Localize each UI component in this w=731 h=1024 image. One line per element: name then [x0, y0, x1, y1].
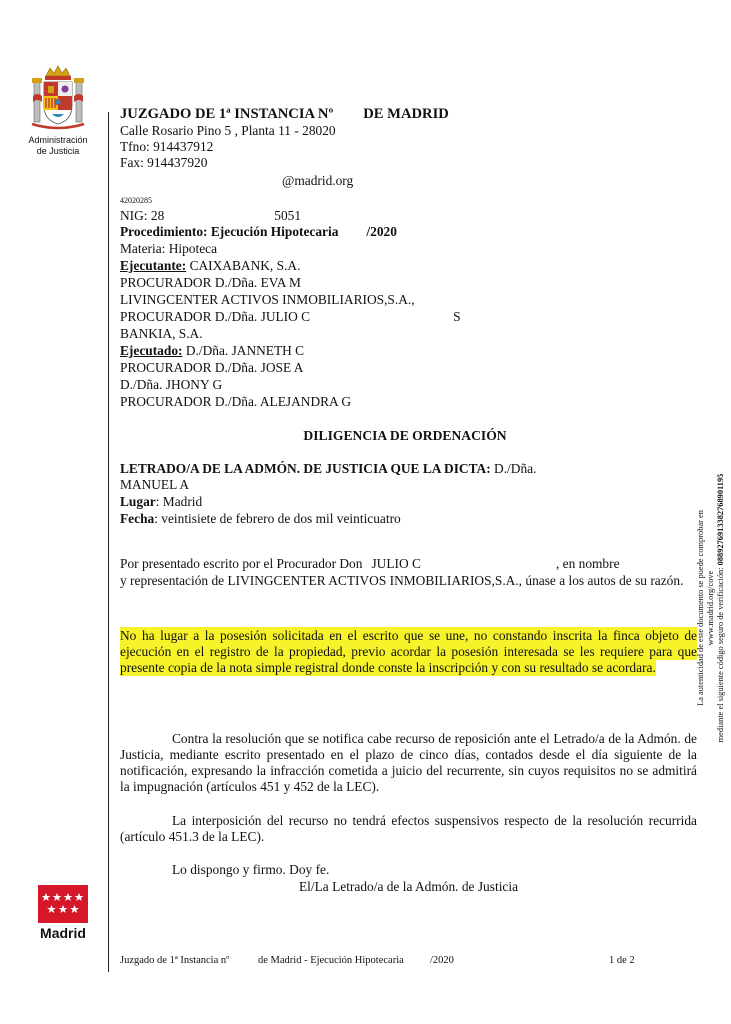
document-title: DILIGENCIA DE ORDENACIÓN: [303, 428, 507, 443]
procurador-2: PROCURADOR D./Dña. JULIO C S: [120, 309, 461, 324]
party-3: BANKIA, S.A.: [120, 326, 203, 341]
paragraph-4: La interposición del recurso no tendrá efectos suspensivos respecto de la resolución recurrida (artículo 451.3 de la LEC).: [120, 813, 697, 844]
footer-page-number: 1 de 2: [609, 955, 635, 966]
party-4: D./Dña. JHONY G: [120, 377, 223, 392]
fecha-line: Fecha: veintisiete de febrero de dos mil veinticuatro: [120, 511, 401, 526]
court-title: JUZGADO DE 1ª INSTANCIA Nº DE MADRID: [120, 106, 449, 122]
court-code: 42020285: [120, 196, 152, 205]
paragraph-5: Lo dispongo y firmo. Doy fe.: [172, 862, 330, 877]
paragraph-3: Contra la resolución que se notifica cabe recurso de reposición ante el Letrado/a de la Admón. de Justicia, mediante escrito presentado en el plazo de cinco días, contados desde el día siguiente de la notificación, expresando la infracción cometida a juicio del recurrente, sin cuyos requisitos no se admitirá la impugnación (artículos 451 y 452 de la LEC).: [120, 731, 697, 794]
executor-line: Ejecutante: CAIXABANK, S.A.: [120, 258, 301, 273]
letrado-name: MANUEL A: [120, 477, 190, 492]
court-fax: Fax: 914437920: [120, 155, 208, 170]
footer-year: /2020: [430, 955, 454, 966]
nig-line: NIG: 28 5051: [120, 208, 302, 223]
paragraph-1-rest: y representación de LIVINGCENTER ACTIVOS INMOBILIARIOS,S.A., únase a los autos de su razón.: [120, 573, 684, 588]
lugar-line: Lugar: Madrid: [120, 494, 203, 509]
admin-label: Administración de Justicia: [28, 135, 88, 156]
procurador-1: PROCURADOR D./Dña. EVA M: [120, 275, 301, 290]
procurador-4: PROCURADOR D./Dña. ALEJANDRA G: [120, 394, 352, 409]
procedure-line: Procedimiento: Ejecución Hipotecaria /2020: [120, 224, 397, 239]
left-margin-line: [108, 112, 109, 972]
madrid-label: Madrid: [40, 925, 86, 941]
madrid-flag-logo: [38, 885, 88, 923]
footer-court: Juzgado de 1ª Instancia nº: [120, 955, 230, 966]
court-address: Calle Rosario Pino 5 , Planta 11 - 28020: [120, 123, 336, 138]
coat-of-arms-logo: [30, 62, 86, 134]
paragraph-1-line1: Por presentado escrito por el Procurador Don JULIO C , en nombre: [120, 556, 620, 571]
court-email: @madrid.org: [282, 173, 354, 188]
letrado-line: LETRADO/A DE LA ADMÓN. DE JUSTICIA QUE LA DICTA: D./Dña.: [120, 461, 537, 476]
matter-line: Materia: Hipoteca: [120, 241, 218, 256]
paragraph-highlighted: No ha lugar a la posesión solicitada en el escrito que se une, no constando inscrita la finca objeto de ejecución en el registro de la propiedad, previo acordar la posesión interesada se les requiere para que presente copia de la nota simple registral donde conste la inscripción y con su resultado se acordara.: [120, 628, 697, 675]
procurador-3: PROCURADOR D./Dña. JOSE A: [120, 360, 304, 375]
party-2: LIVINGCENTER ACTIVOS INMOBILIARIOS,S.A.,: [120, 292, 415, 307]
footer-procedure: de Madrid - Ejecución Hipotecaria: [258, 955, 404, 966]
signature-line: El/La Letrado/a de la Admón. de Justicia: [299, 879, 519, 894]
verification-sidebar: La autenticidad de este documento se puede comprobar en www.madrid.org/cove mediante el siguiente código seguro de verificación: 0889276913382768901195: [696, 473, 725, 743]
executed-line: Ejecutado: D./Dña. JANNETH C: [120, 343, 305, 358]
court-phone: Tfno: 914437912: [120, 139, 214, 154]
